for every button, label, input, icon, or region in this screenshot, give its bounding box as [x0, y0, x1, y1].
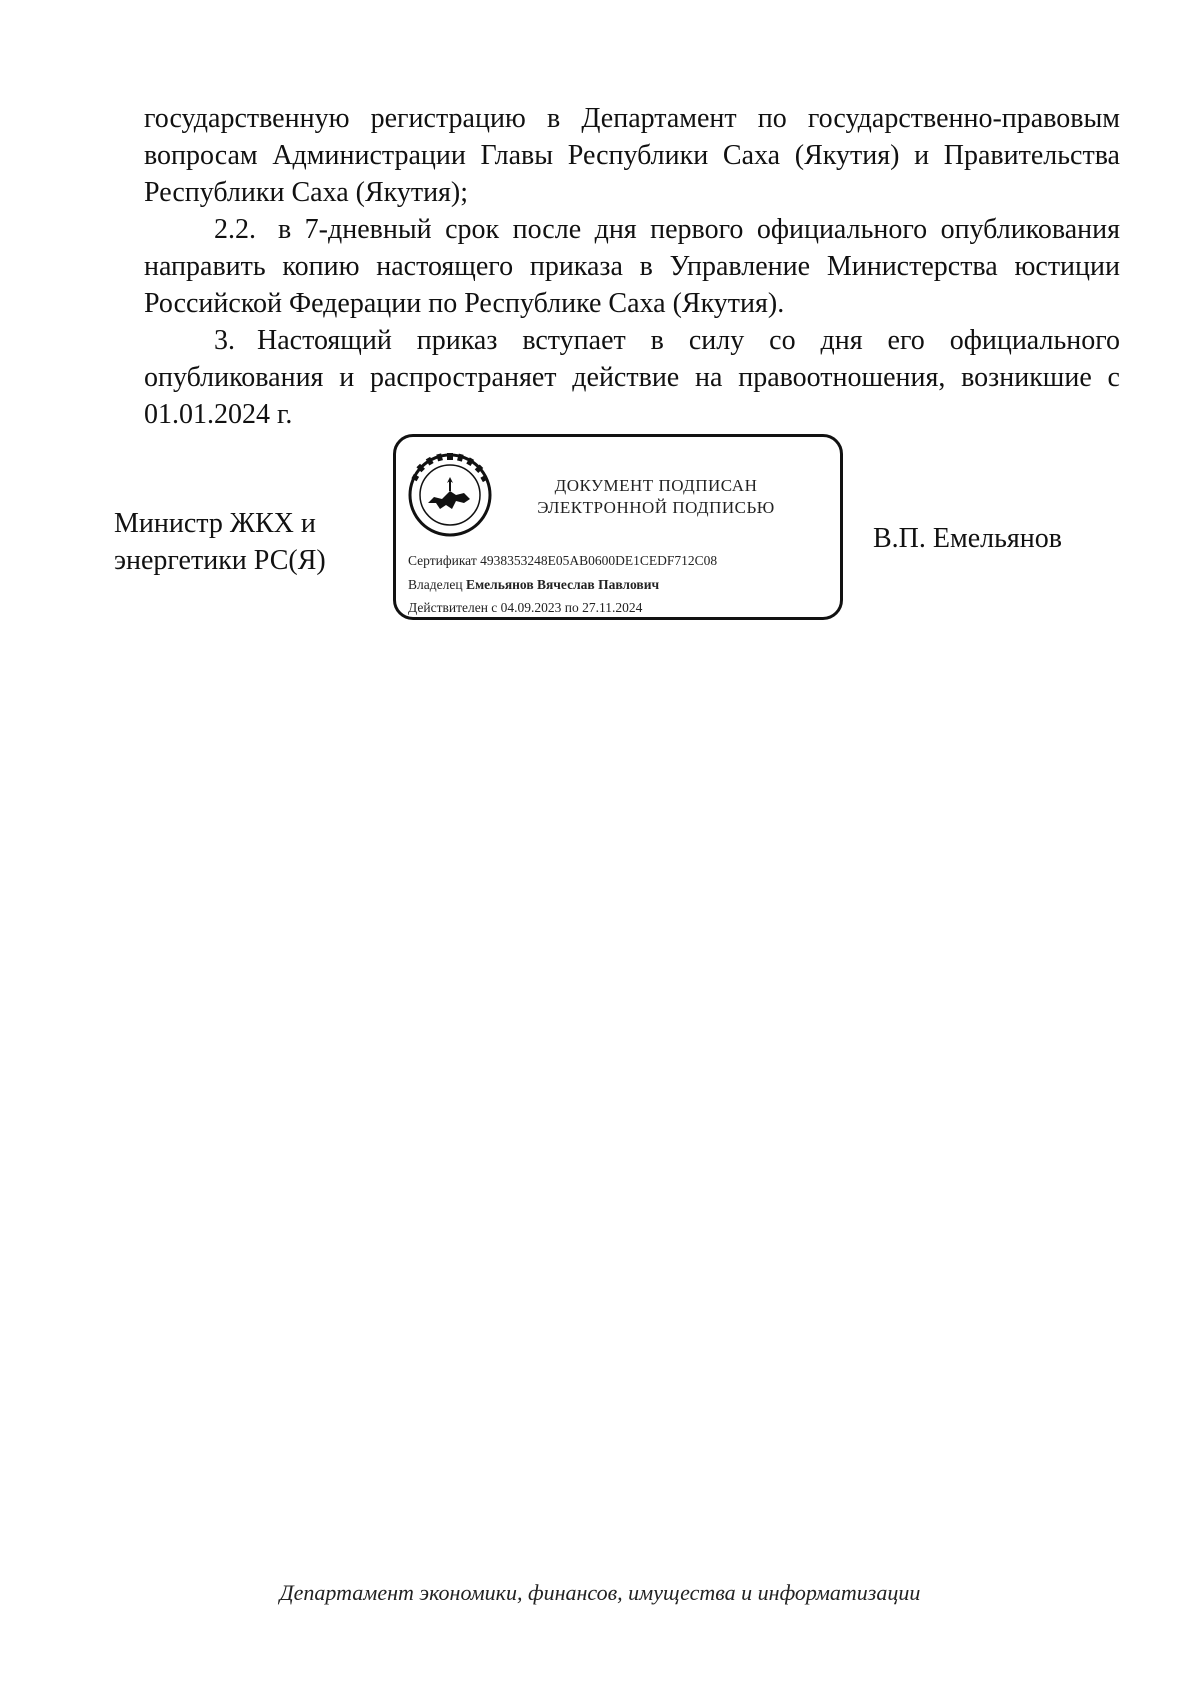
stamp-validity — [408, 600, 642, 616]
stamp-heading-line: ЭЛЕКТРОННОЙ ПОДПИСЬЮ — [537, 498, 775, 517]
owner-value: Емельянов Вячеслав Павлович — [465, 577, 660, 592]
stamp-heading-line: ДОКУМЕНТ ПОДПИСАН — [554, 476, 758, 495]
paragraph-3 — [144, 322, 1120, 433]
validity-from: 04.09.2023 — [500, 600, 562, 615]
paragraph-2-2 — [144, 211, 1120, 322]
paragraph-text: Настоящий приказ вступает в силу со дня его официального опубликования и распространяет действие на правоотношения, возникшие с 01.01.2024 г. — [144, 325, 1120, 430]
paragraph-text: в 7-дневный срок после дня первого официального опубликования направить копию настоящего приказа в Управление Министерства юстиции Российской Федерации по Республике Саха (Якутия). — [144, 214, 1120, 319]
validity-to-label: по — [564, 600, 579, 615]
owner-label: Владелец — [408, 577, 463, 592]
certificate-value: 4938353248E05AB0600DE1CEDF712C08 — [480, 553, 718, 568]
signature-block — [0, 430, 1200, 630]
document-body — [144, 100, 1120, 433]
page-footer: Департамент экономики, финансов, имущества и информатизации — [279, 1580, 921, 1605]
stamp-certificate — [408, 553, 717, 569]
validity-label: Действителен с — [408, 600, 498, 615]
electronic-signature-stamp — [393, 434, 843, 620]
paragraph-number: 3. — [214, 325, 235, 356]
republic-emblem-icon — [406, 451, 494, 539]
signer-name: В.П. Емельянов — [873, 523, 1062, 554]
signer-position — [114, 505, 354, 579]
validity-to: 27.11.2024 — [582, 600, 643, 615]
paragraph-number: 2.2. — [214, 214, 256, 245]
stamp-owner — [408, 577, 659, 593]
signer-position-line: Министр ЖКХ и — [114, 508, 316, 539]
signer-position-line: энергетики РС(Я) — [114, 545, 326, 576]
stamp-heading — [506, 475, 806, 519]
paragraph-registration: государственную регистрацию в Департамент по государственно-правовым вопросам Администрации Главы Республики Саха (Якутия) и Правительства Республики Саха (Якутия); — [144, 103, 1120, 208]
certificate-label: Сертификат — [408, 553, 477, 568]
